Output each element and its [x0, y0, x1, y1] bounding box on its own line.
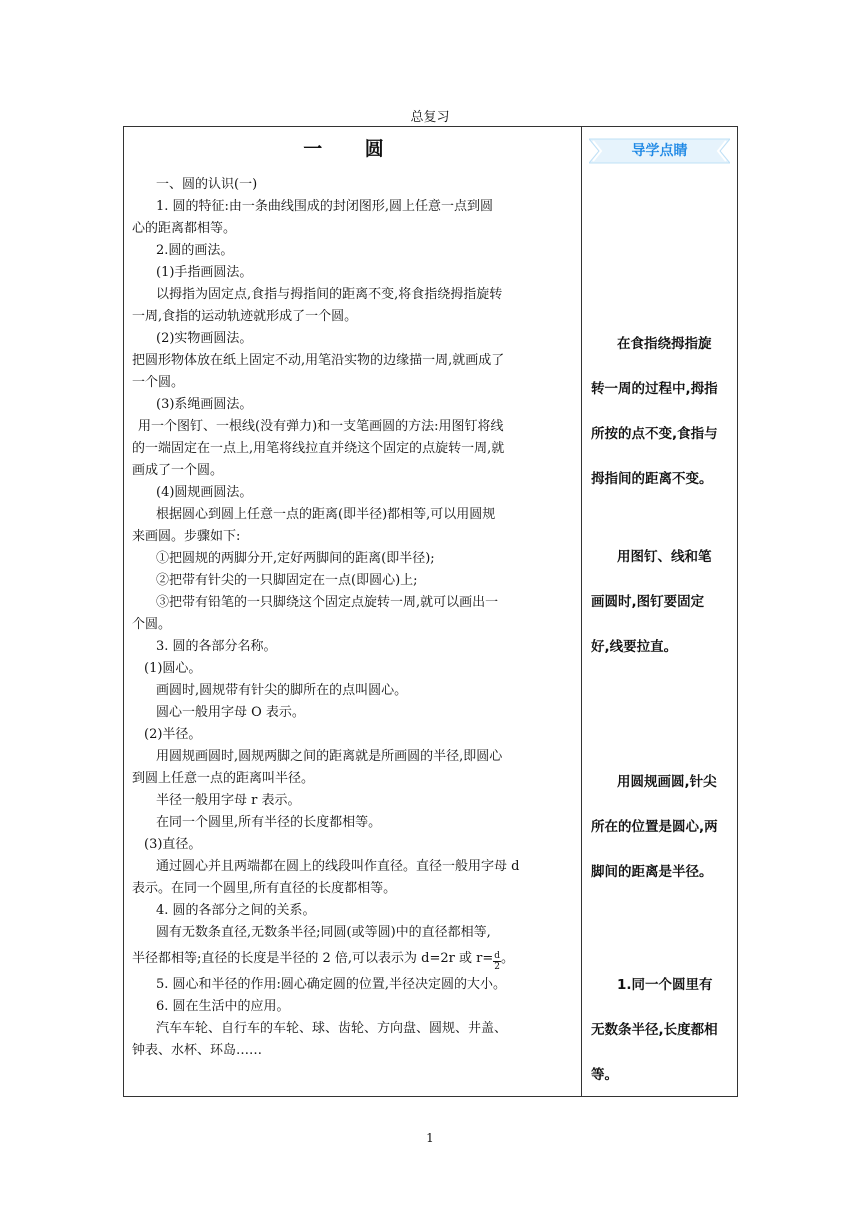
content-line: (1)手指画圆法。 [156, 265, 253, 280]
content-line: 用一个图钉、一根线(没有弹力)和一支笔画圆的方法:用图钉将线 [138, 419, 504, 434]
content-line: 4. 圆的各部分之间的关系。 [156, 903, 316, 918]
note-line: 拇指间的距离不变。 [591, 471, 713, 487]
note-line: 脚间的距离是半径。 [591, 864, 713, 880]
content-line: 一个圆。 [132, 375, 185, 390]
content-line: (2)半径。 [144, 727, 202, 742]
content-line: 通过圆心并且两端都在圆上的线段叫作直径。直径一般用字母 d [156, 859, 520, 874]
note-line: 等。 [591, 1067, 618, 1083]
content-line: 一、圆的认识(一) [156, 177, 258, 192]
note-line: 画圆时,图钉要固定 [591, 594, 705, 610]
content-lines [132, 174, 573, 944]
fraction-d-over-2 [493, 951, 501, 972]
lesson-table [123, 126, 738, 1097]
content-line: 以拇指为固定点,食指与拇指间的距离不变,将食指绕拇指旋转 [156, 287, 503, 302]
content-line: (1)圆心。 [144, 661, 202, 676]
content-line: 把圆形物体放在纸上固定不动,用笔沿实物的边缘描一周,就画成了 [132, 353, 505, 368]
note-line: 好,线要拉直。 [591, 639, 678, 655]
note-line: 无数条半径,长度都相 [591, 1022, 718, 1038]
fraction-denominator: 2 [494, 962, 501, 972]
content-line: ③把带有铅笔的一只脚绕这个固定点旋转一周,就可以画出一 [156, 595, 499, 610]
content-line: (3)直径。 [144, 837, 202, 852]
content-line: 1. 圆的特征:由一条曲线围成的封闭图形,圆上任意一点到圆 [156, 199, 494, 214]
page-header: 总复习 [410, 110, 450, 125]
note-line: 用圆规画圆,针尖 [617, 774, 717, 790]
main-column [124, 127, 581, 1096]
note-line: 所在的位置是圆心,两 [591, 819, 718, 835]
note-line: 转一周的过程中,拇指 [591, 381, 718, 397]
content-line: 个圆。 [132, 617, 172, 632]
note-line: 1.同一个圆里有 [617, 977, 713, 993]
page-number: 1 [426, 1131, 434, 1145]
content-line: 来画圆。步骤如下: [132, 529, 241, 544]
note-line: 在食指绕拇指旋 [617, 336, 712, 352]
content-line: 一周,食指的运动轨迹就形成了一个圆。 [132, 309, 358, 324]
fraction-numerator: d [494, 951, 501, 961]
relation-line [132, 944, 573, 974]
note-string-method [591, 535, 731, 670]
content-line: 画圆时,圆规带有针尖的脚所在的点叫圆心。 [156, 683, 408, 698]
content-line: 5. 圆心和半径的作用:圆心确定圆的位置,半径决定圆的大小。 [156, 977, 507, 992]
content-line: 到圆上任意一点的距离叫半径。 [132, 771, 315, 786]
content-line: (2)实物画圆法。 [156, 331, 253, 346]
relation-text: 半径都相等;直径的长度是半径的 2 倍,可以表示为 d=2r 或 r= [132, 951, 494, 966]
content-line: 表示。在同一个圆里,所有直径的长度都相等。 [132, 881, 397, 896]
content-line: ①把圆规的两脚分开,定好两脚间的距离(即半径); [156, 551, 435, 566]
note-finger-method [591, 322, 731, 502]
content-line: ②把带有针尖的一只脚固定在一点(即圆心)上; [156, 573, 418, 588]
content-line: 根据圆心到圆上任意一点的距离(即半径)都相等,可以用圆规 [156, 507, 496, 522]
content-line: 圆心一般用字母 O 表示。 [156, 705, 305, 720]
note-line: 用图钉、线和笔 [617, 549, 712, 565]
note-compass [591, 760, 731, 895]
content-line: 3. 圆的各部分名称。 [156, 639, 277, 654]
sidebar-column [582, 127, 737, 1096]
guide-banner [589, 137, 730, 165]
note-radius [591, 963, 731, 1098]
content-lines-after [132, 974, 573, 1062]
content-line: 汽车车轮、自行车的车轮、球、齿轮、方向盘、圆规、井盖、 [156, 1021, 508, 1036]
content-line: 2.圆的画法。 [156, 243, 234, 258]
lesson-title: 一 圆 [303, 138, 402, 160]
content-line: 半径一般用字母 r 表示。 [156, 793, 301, 808]
content-line: 的一端固定在一点上,用笔将线拉直并绕这个固定的点旋转一周,就 [132, 441, 505, 456]
content-line: 圆有无数条直径,无数条半径;同圆(或等圆)中的直径都相等, [156, 925, 491, 940]
content-line: (3)系绳画圆法。 [156, 397, 253, 412]
relation-end: 。 [501, 951, 515, 966]
content-line: 画成了一个圆。 [132, 463, 224, 478]
content-line: 钟表、水杯、环岛…… [132, 1043, 263, 1058]
content-line: 6. 圆在生活中的应用。 [156, 999, 290, 1014]
content-line: 在同一个圆里,所有半径的长度都相等。 [156, 815, 382, 830]
content-line: 心的距离都相等。 [132, 221, 237, 236]
note-line: 所按的点不变,食指与 [591, 426, 718, 442]
content-line: 用圆规画圆时,圆规两脚之间的距离就是所画圆的半径,即圆心 [156, 749, 503, 764]
content-line: (4)圆规画圆法。 [156, 485, 253, 500]
banner-label: 导学点睛 [631, 143, 688, 159]
